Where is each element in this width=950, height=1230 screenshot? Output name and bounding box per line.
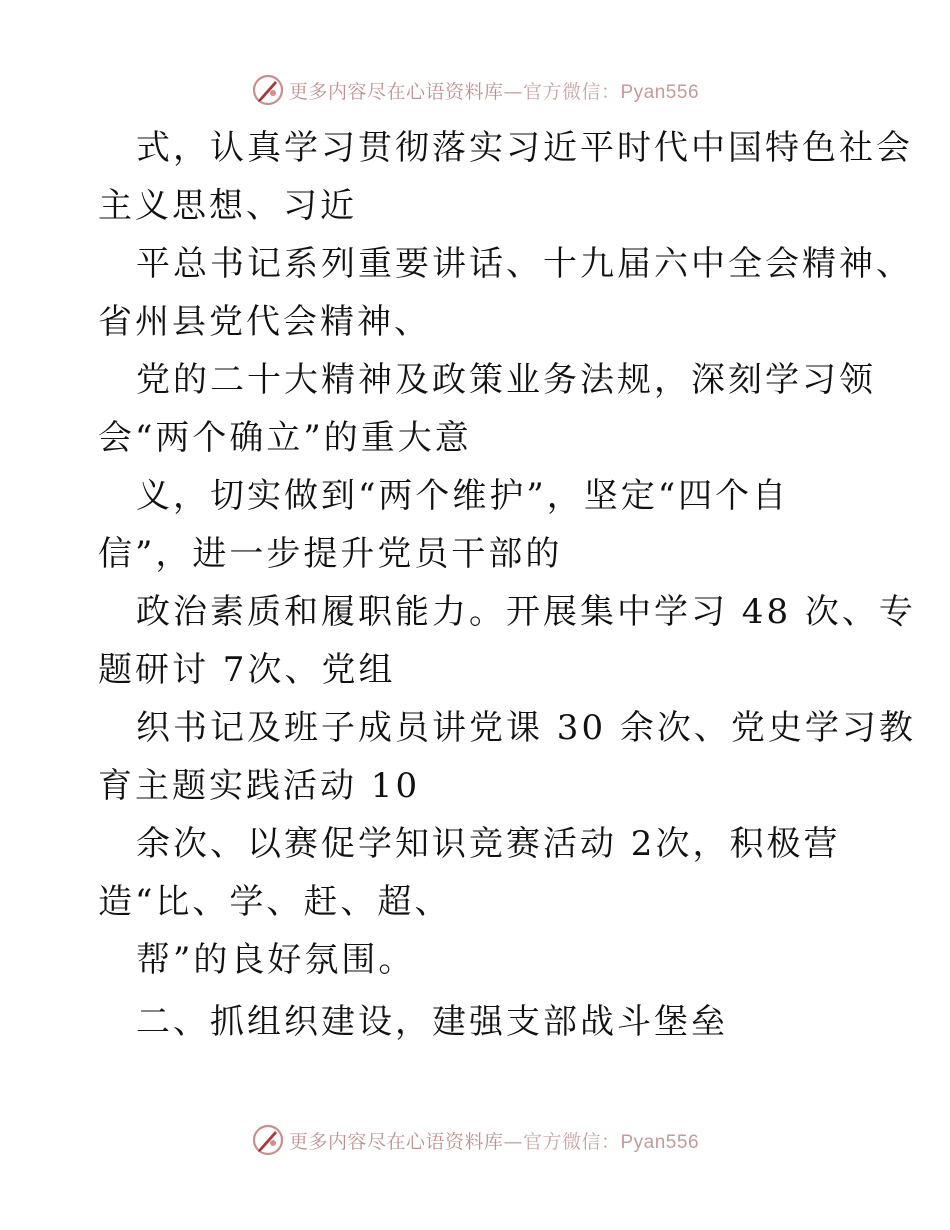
paragraph-line: 平总书记系列重要讲话、十九届六中全会精神、 [136,244,913,284]
paragraph-line: 织书记及班子成员讲党课 30 余次、党史学习教 [136,708,916,748]
watermark-separator: — [503,1130,523,1153]
watermark-id: Pyan556 [620,81,700,103]
footer-watermark [0,1120,950,1160]
paragraph-line: 式，认真学习贯彻落实习近平时代中国特色社会 [136,128,913,168]
paragraph-line: 育主题实践活动 10 [98,766,421,806]
paragraph-line: 题研讨 7次、党组 [98,650,396,690]
paragraph-line: 主义思想、习近 [98,186,357,226]
paragraph-line: 党的二十大精神及政策业务法规，深刻学习领 [136,360,876,400]
paragraph-line: 造“比、学、赶、超、 [98,882,452,922]
watermark-main: 更多内容尽在心语资料库 [288,1130,504,1153]
paragraph-line: 义，切实做到“两个维护”，坚定“四个自 [136,476,790,516]
watermark-separator: — [503,80,523,103]
quill-pen-logo-icon [251,1123,285,1157]
watermark-id: Pyan556 [620,1131,700,1153]
section-heading: 二、抓组织建设，建强支部战斗堡垒 [136,1002,728,1042]
watermark-label: 官方微信： [522,80,621,103]
watermark-text [289,1127,699,1154]
paragraph-line: 余次、以赛促学知识竞赛活动 2次，积极营 [136,824,841,864]
paragraph-line: 会“两个确立”的重大意 [98,418,472,458]
paragraph-line: 省州县党代会精神、 [98,302,431,342]
paragraph-line: 信”，进一步提升党员干部的 [98,534,563,574]
paragraph-line: 帮”的良好氛围。 [136,940,416,980]
paragraph-line: 政治素质和履职能力。开展集中学习 48 次、专 [136,592,916,632]
watermark-main: 更多内容尽在心语资料库 [288,80,504,103]
watermark-label: 官方微信： [522,1130,621,1153]
